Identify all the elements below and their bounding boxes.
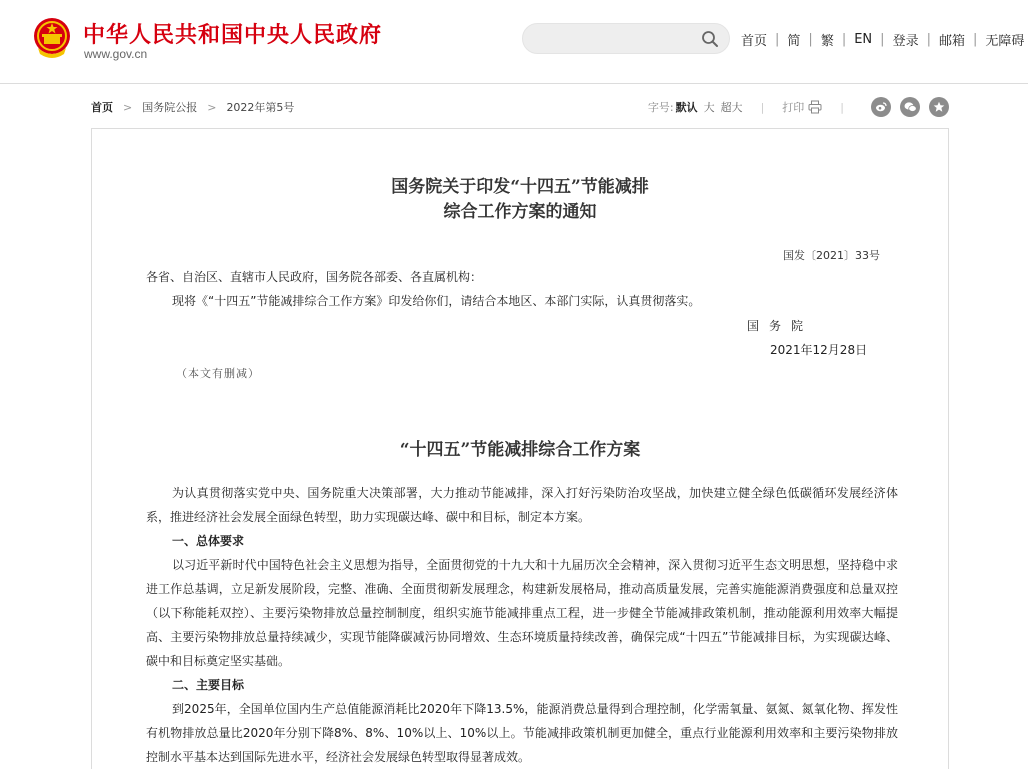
nav-mail[interactable]: 邮箱 bbox=[938, 33, 965, 49]
nav-separator: | bbox=[775, 31, 780, 47]
nav-separator: | bbox=[808, 31, 813, 47]
weibo-share-icon[interactable] bbox=[871, 97, 891, 117]
article-title-line2: 综合工作方案的通知 bbox=[443, 202, 597, 222]
section-paragraph-2: 到2025年，全国单位国内生产总值能源消耗比2020年下降13.5%，能源消费总量得到合理控制，化学需氧量、氨氮、氮氧化物、挥发性有机物排放总量比2020年分别下降8%、8%、10%以上、10%以上。节能减排政策机制更加健全，重点行业能源利用效率和主要污染物排放控制水平基本达到国际先进水平，经济社会发展绿色转型取得显著成效。 bbox=[146, 702, 898, 764]
breadcrumb-issue[interactable]: 2022年第5号 bbox=[226, 101, 295, 114]
section-paragraph-1: 以习近平新时代中国特色社会主义思想为指导，全面贯彻党的十九大和十九届历次全会精神，深入贯彻习近平生态文明思想，坚持稳中求进工作总基调，立足新发展阶段，完整、准确、全面贯彻新发展理念，构建新发展格局，推动高质量发展，完善实施能源消费强度和总量双控（以下称能耗双控）、主要污染物排放总量控制制度，组织实施节能减排重点工程，进一步健全节能减排政策机制，推动能源利用效率大幅提高、主要污染物排放总量持续减少，实现节能降碳减污协同增效、生态环境质量持续改善，确保完成“十四五”节能减排目标，为实现碳达峰、碳中和目标奠定坚实基础。 bbox=[146, 558, 898, 668]
nav-traditional[interactable]: 繁 bbox=[820, 33, 834, 49]
document-number: 国发〔2021〕33号 bbox=[783, 249, 880, 262]
font-size-default[interactable]: 默认 bbox=[675, 101, 698, 114]
tools-separator: | bbox=[840, 100, 844, 114]
tools-separator: | bbox=[760, 100, 765, 114]
nav-separator: | bbox=[972, 31, 978, 47]
top-nav bbox=[741, 31, 1024, 47]
article-container bbox=[91, 128, 949, 769]
section-heading-1: 一、总体要求 bbox=[172, 534, 245, 548]
breadcrumb-gazette[interactable]: 国务院公报 bbox=[142, 101, 198, 114]
site-title[interactable]: 中华人民共和国中央人民政府 bbox=[83, 23, 383, 48]
nav-login[interactable]: 登录 bbox=[892, 33, 919, 49]
nav-accessibility[interactable]: 无障碍 bbox=[985, 33, 1025, 49]
issue-date: 2021年12月28日 bbox=[770, 343, 868, 357]
chevron-right-icon: > bbox=[123, 100, 133, 114]
intro-paragraph: 为认真贯彻落实党中央、国务院重大决策部署，大力推动节能减排，深入打好污染防治攻坚战，加快建立健全绿色低碳循环发展经济体系，推进经济社会发展全面绿色转型，助力实现碳达峰、碳中和目标，制定本方案。 bbox=[146, 486, 898, 524]
issuer: 国务院 bbox=[747, 319, 814, 333]
abridged-note: （本文有删减） bbox=[176, 367, 260, 380]
wechat-share-icon[interactable] bbox=[900, 97, 920, 117]
search-icon[interactable] bbox=[701, 30, 719, 48]
plan-title: “十四五”节能减排综合工作方案 bbox=[399, 440, 641, 460]
nav-simplified[interactable]: 简 bbox=[787, 33, 801, 49]
national-emblem-icon[interactable] bbox=[32, 16, 72, 60]
lead-paragraph: 现将《“十四五”节能减排综合工作方案》印发给你们，请结合本地区、本部门实际，认真贯彻落实。 bbox=[172, 294, 701, 308]
nav-home[interactable]: 首页 bbox=[741, 33, 768, 49]
nav-separator: | bbox=[841, 31, 847, 47]
site-header bbox=[0, 0, 1028, 84]
font-size-xlarge[interactable]: 超大 bbox=[720, 101, 743, 114]
font-size-large[interactable]: 大 bbox=[703, 101, 715, 114]
print-label[interactable]: 打印 bbox=[782, 101, 805, 114]
article-body bbox=[146, 481, 898, 769]
font-size-label: 字号: bbox=[647, 101, 674, 114]
article-tools bbox=[648, 96, 949, 118]
printer-icon[interactable] bbox=[808, 100, 822, 114]
search-input[interactable] bbox=[537, 30, 697, 48]
favorite-star-icon[interactable] bbox=[929, 97, 949, 117]
chevron-right-icon: > bbox=[207, 100, 217, 114]
section-heading-2: 二、主要目标 bbox=[172, 678, 245, 692]
nav-separator: | bbox=[880, 31, 885, 47]
crumb-bar bbox=[91, 96, 949, 118]
article-title-line1: 国务院关于印发“十四五”节能减排 bbox=[391, 177, 649, 197]
addressees: 各省、自治区、直辖市人民政府，国务院各部委、各直属机构： bbox=[146, 270, 483, 284]
breadcrumb bbox=[91, 99, 294, 115]
breadcrumb-home[interactable]: 首页 bbox=[91, 101, 113, 114]
site-url[interactable]: www.gov.cn bbox=[84, 47, 148, 61]
nav-separator: | bbox=[926, 31, 931, 47]
search-box bbox=[522, 23, 730, 54]
nav-english[interactable]: EN bbox=[854, 31, 873, 47]
